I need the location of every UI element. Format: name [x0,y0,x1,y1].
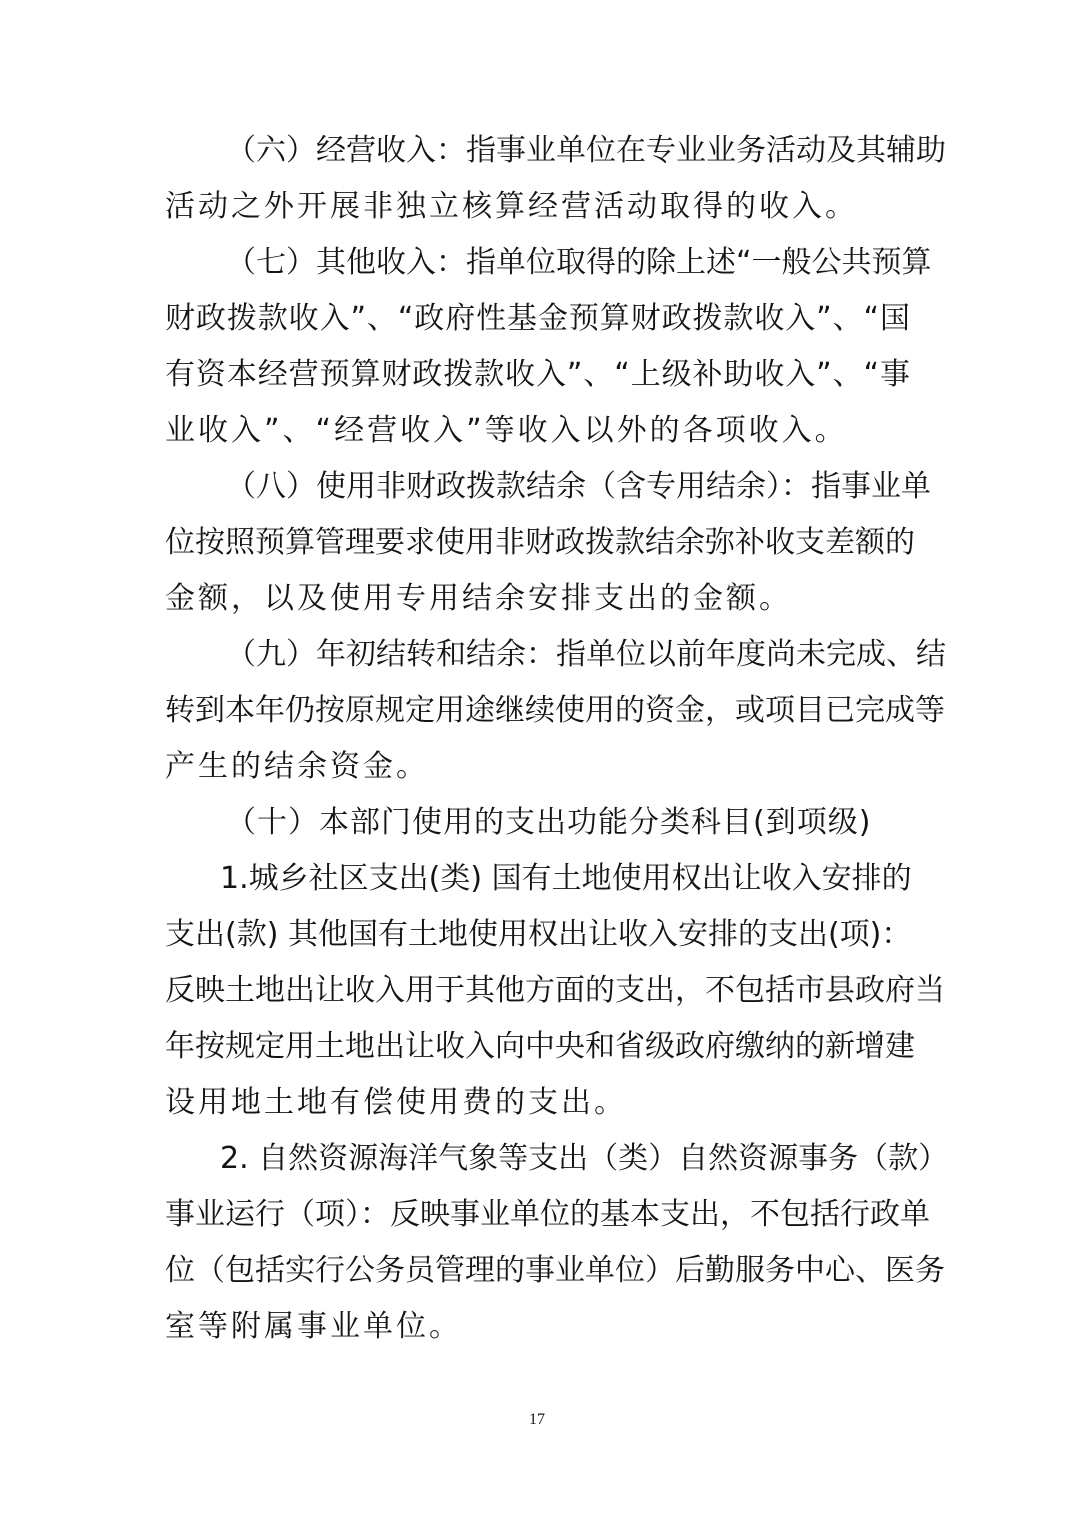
item-2-line-1: 2. 自然资源海洋气象等支出（类）自然资源事务（款） [220,1141,949,1176]
paragraph-7-line-3: 有资本经营预算财政拨款收入”、“上级补助收入”、“事 [165,357,910,392]
paragraph-7-line-2: 财政拨款收入”、“政府性基金预算财政拨款收入”、“国 [165,301,910,336]
paragraph-6-line-1: （六）经营收入：指事业单位在专业业务活动及其辅助 [226,133,946,168]
item-2-line-2: 事业运行（项）：反映事业单位的基本支出，不包括行政单 [165,1197,930,1232]
item-1-line-3: 反映土地出让收入用于其他方面的支出，不包括市县政府当 [165,973,945,1008]
page-number: 17 [529,1411,545,1428]
paragraph-9-line-2: 转到本年仍按原规定用途继续使用的资金，或项目已完成等 [165,693,945,728]
paragraph-8-line-2: 位按照预算管理要求使用非财政拨款结余弥补收支差额的 [165,525,915,560]
item-1-line-1: 1.城乡社区支出(类) 国有土地使用权出让收入安排的 [220,861,912,896]
item-1-line-2: 支出(款) 其他国有土地使用权出让收入安排的支出(项)： [165,917,912,952]
paragraph-7-line-4: 业收入”、“经营收入”等收入以外的各项收入。 [165,413,848,448]
paragraph-10-line-1: （十）本部门使用的支出功能分类科目(到项级) [226,805,872,840]
paragraph-6-line-2: 活动之外开展非独立核算经营活动取得的收入。 [165,189,858,224]
paragraph-8-line-1: （八）使用非财政拨款结余（含专用结余）：指事业单 [226,469,931,504]
item-1-line-5: 设用地土地有偿使用费的支出。 [165,1085,627,1120]
item-1-line-4: 年按规定用土地出让收入向中央和省级政府缴纳的新增建 [165,1029,915,1064]
paragraph-8-line-3: 金额，以及使用专用结余安排支出的金额。 [165,581,792,616]
item-2-line-3: 位（包括实行公务员管理的事业单位）后勤服务中心、医务 [165,1253,945,1288]
item-2-line-4: 室等附属事业单位。 [165,1309,462,1344]
paragraph-7-line-1: （七）其他收入：指单位取得的除上述“一般公共预算 [226,245,932,280]
paragraph-9-line-1: （九）年初结转和结余：指单位以前年度尚未完成、结 [226,637,946,672]
paragraph-9-line-3: 产生的结余资金。 [165,749,429,784]
